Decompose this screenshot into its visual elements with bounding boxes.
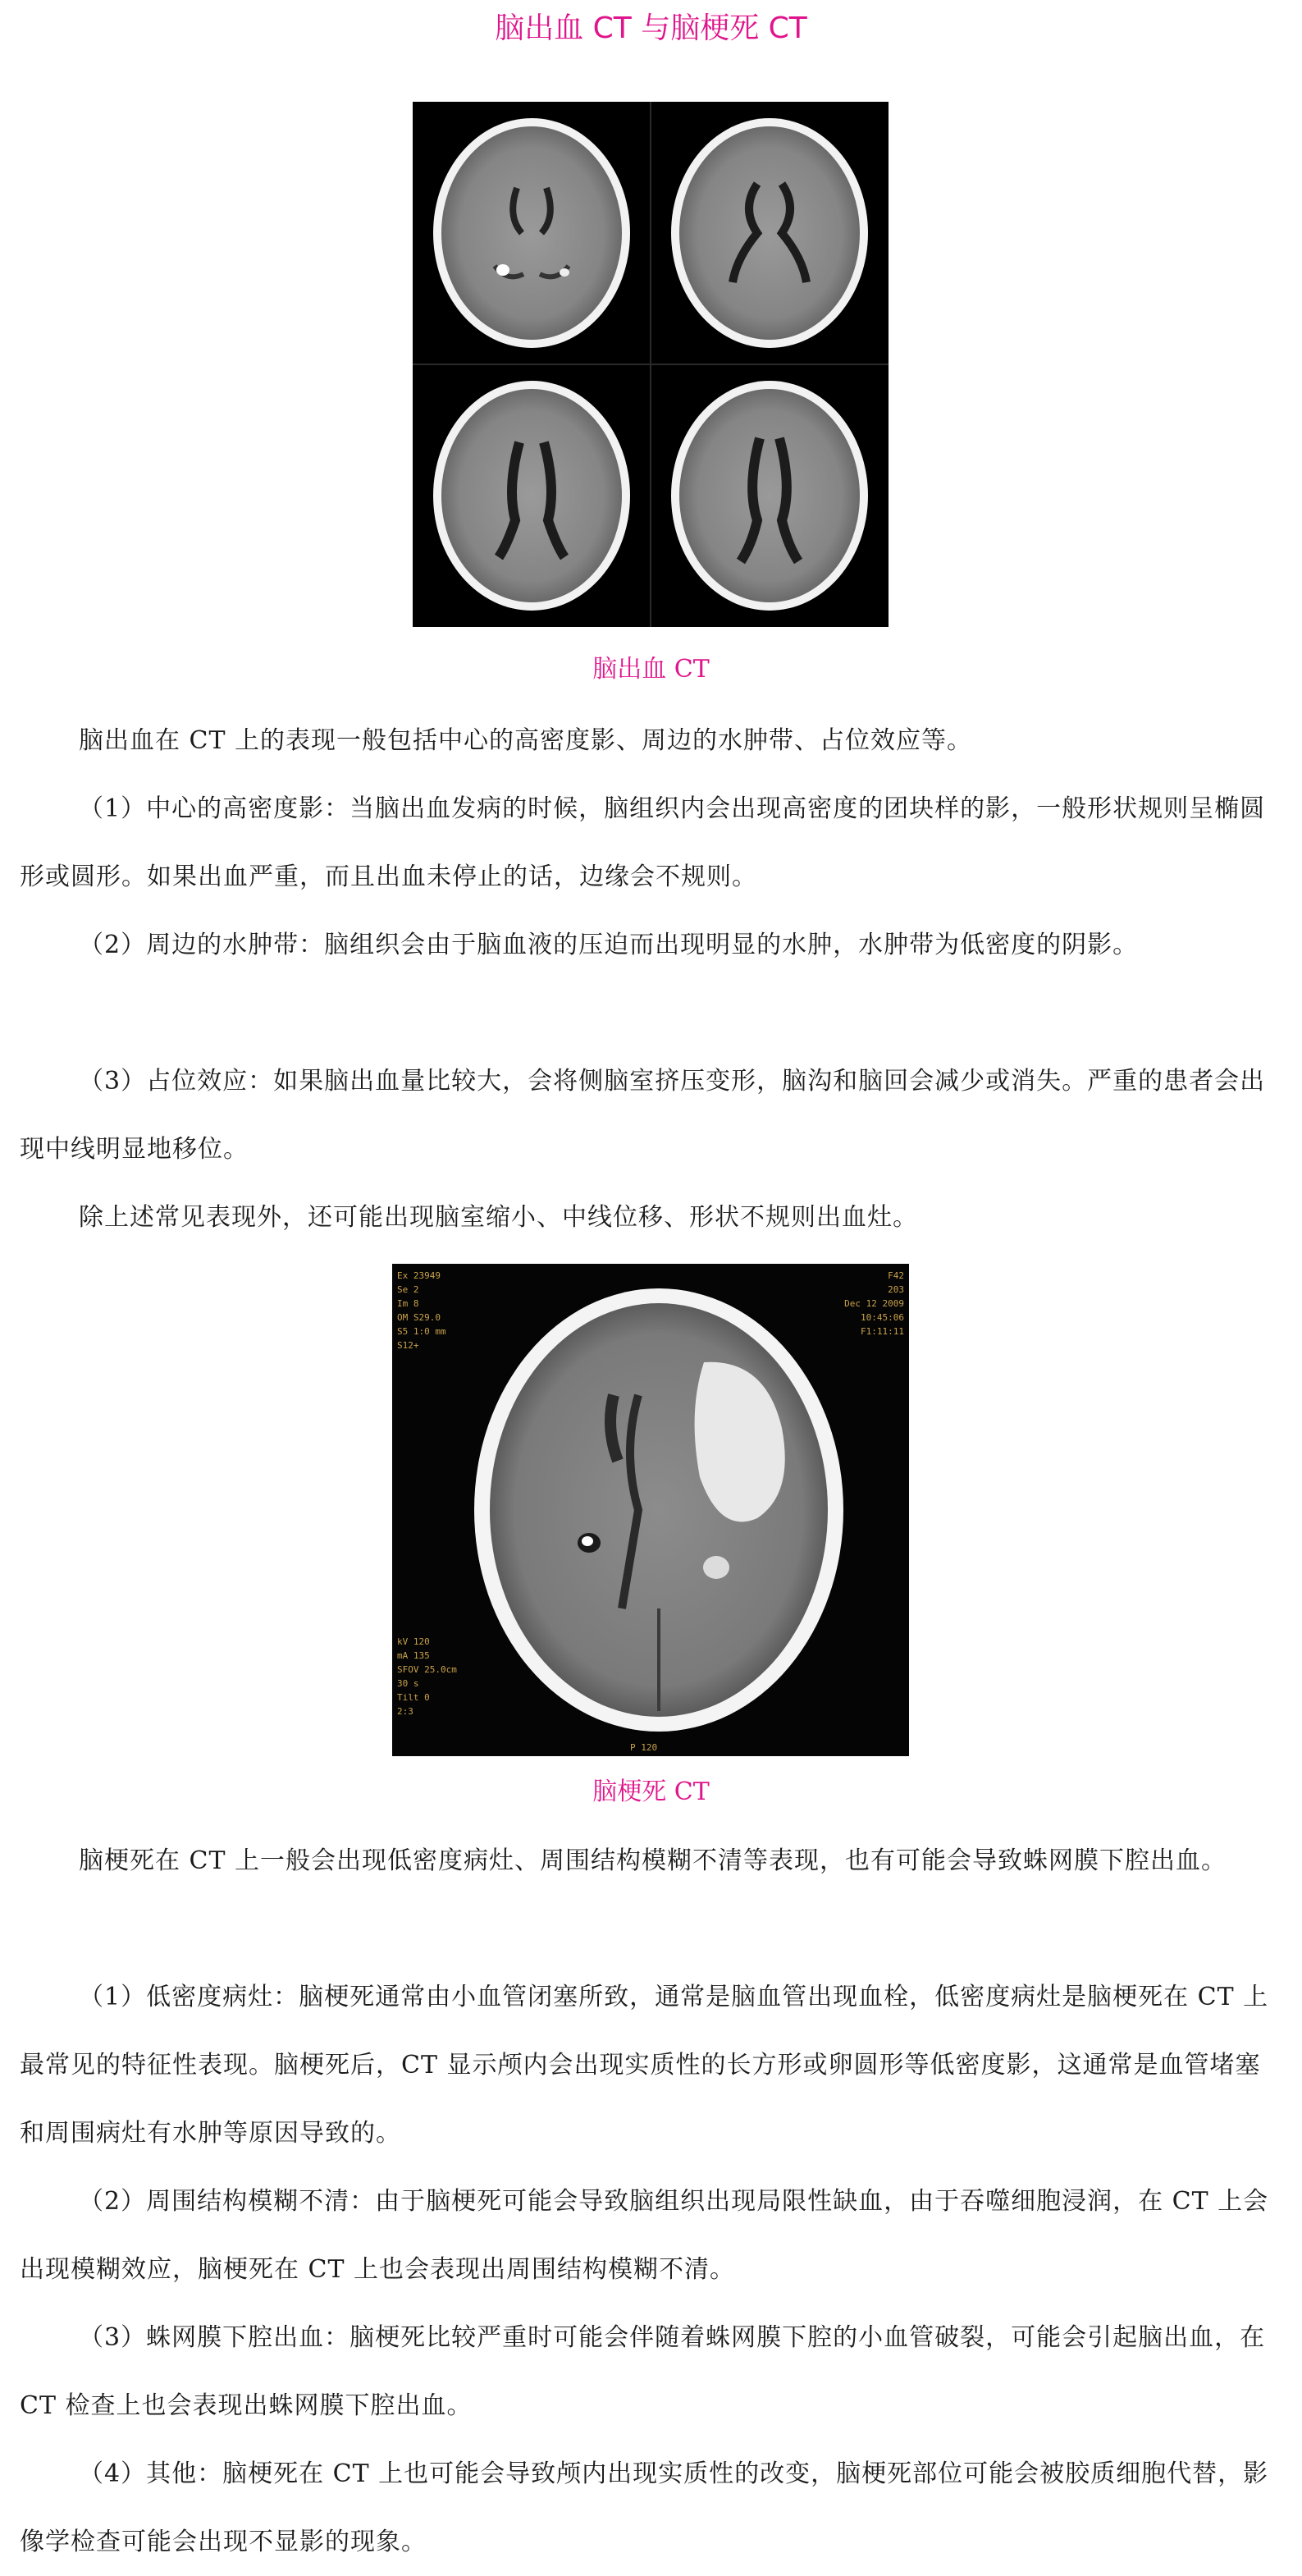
- infarction-paragraph: （4）其他：脑梗死在 CT 上也可能会导致颅内出现实质性的改变，脑梗死部位可能会被胶质细胞代替，影像学检查可能会出现不显影的现象。: [20, 2459, 1269, 2556]
- infarction-ct-image: [392, 1264, 909, 1756]
- figure-1-caption: 脑出血 CT: [592, 655, 710, 684]
- infarction-paragraph: （2）周围结构模糊不清：由于脑梗死可能会导致脑组织出现局限性缺血，由于吞噬细胞浸润，在 CT 上会出现模糊效应，脑梗死在 CT 上也会表现出周围结构模糊不清。: [20, 2187, 1269, 2284]
- infarction-paragraph: （3）蛛网膜下腔出血：脑梗死比较严重时可能会伴随着蛛网膜下腔的小血管破裂，可能会引起脑出血，在 CT 检查上也会表现出蛛网膜下腔出血。: [20, 2323, 1266, 2420]
- hemorrhage-paragraph: （2）周边的水肿带：脑组织会由于脑血液的压迫而出现明显的水肿，水肿带为低密度的阴影。: [79, 931, 1139, 959]
- hemorrhage-ct-image: [413, 102, 889, 627]
- ct-slice-2: [671, 118, 868, 348]
- ct-slice-1: [433, 118, 630, 348]
- ct-overlay-bottom: P 120: [630, 1742, 658, 1753]
- ct-slice-4: [671, 381, 868, 611]
- hemorrhage-paragraph: 脑出血在 CT 上的表现一般包括中心的高密度影、周边的水肿带、占位效应等。: [79, 726, 973, 755]
- infarction-paragraph: 脑梗死在 CT 上一般会出现低密度病灶、周围结构模糊不清等表现，也有可能会导致蛛网膜下腔出血。: [79, 1846, 1227, 1875]
- ct-overlay-right: F42 203 Dec 12 2009 10:45:06 F1:11:11: [844, 1270, 904, 1337]
- ct-overlay-left: Ex 23949 Se 2 Im 8 OM S29.0 S5 1:0 mm S12+: [397, 1270, 446, 1351]
- hemorrhage-paragraph: （1）中心的高密度影：当脑出血发病的时候，脑组织内会出现高密度的团块样的影，一般形状规则呈椭圆形或圆形。如果出血严重，而且出血未停止的话，边缘会不规则。: [20, 794, 1266, 891]
- ct-slice-3: [433, 381, 630, 611]
- page-title: 脑出血 CT 与脑梗死 CT: [495, 11, 807, 45]
- hemorrhage-paragraph: （3）占位效应：如果脑出血量比较大，会将侧脑室挤压变形，脑沟和脑回会减少或消失。严重的患者会出现中线明显地移位。: [20, 1067, 1266, 1164]
- ct-overlay-left-bottom: kV 120 mA 135 SFOV 25.0cm 30 s Tilt 0 2:3: [397, 1636, 457, 1717]
- infarction-paragraph: （1）低密度病灶：脑梗死通常由小血管闭塞所致，通常是脑血管出现血栓，低密度病灶是脑梗死在 CT 上最常见的特征性表现。脑梗死后，CT 显示颅内会出现实质性的长方形或卵圆形等低密度影，这通常是血管堵塞和周围病灶有水肿等原因导致的。: [20, 1983, 1269, 2148]
- figure-2-caption: 脑梗死 CT: [592, 1778, 710, 1806]
- hemorrhage-paragraph: 除上述常见表现外，还可能出现脑室缩小、中线位移、形状不规则出血灶。: [79, 1203, 918, 1232]
